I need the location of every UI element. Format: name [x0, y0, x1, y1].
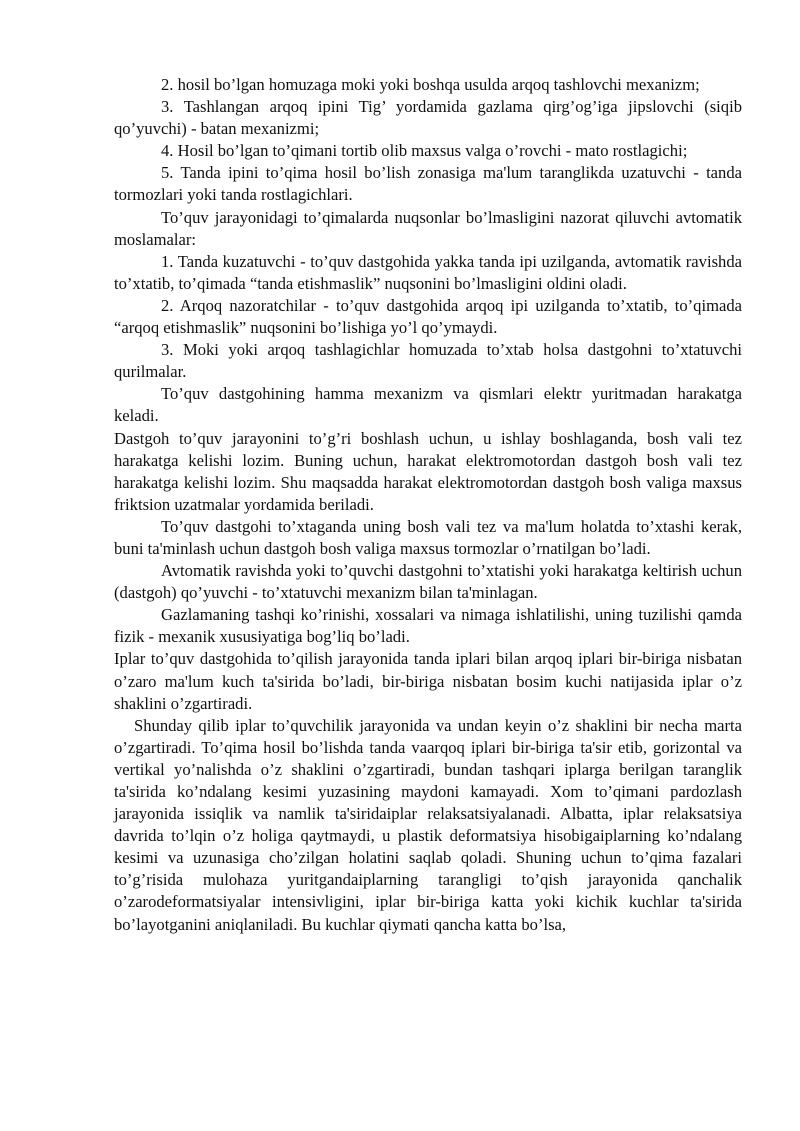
paragraph-shuttle-stop: 3. Moki yoki arqoq tashlagichlar homuzada to’xtab holsa dastgohni to’xtatuvchi qurilmalar.	[114, 340, 742, 382]
document-page	[114, 74, 742, 936]
paragraph-brakes: To’quv dastgohi to’xtaganda uning bosh vali tez va ma'lum holatda to’xtashi kerak, buni ta'minlash uchun dastgoh bosh valiga maxsus tormozlar o’rnatilgan bo’ladi.	[114, 516, 742, 558]
paragraph-start-stop-mechanism: Avtomatik ravishda yoki to’quvchi dastgohni to’xtatishi yoki harakatga keltirish uchun (dastgoh) qo’yuvchi - to’xtatuvchi mexanizm bilan ta'minlagan.	[114, 561, 742, 603]
paragraph-list-item-5: 5. Tanda ipini to’qima hosil bo’lish zonasiga ma'lum taranglikda uzatuvchi - tanda tormozlari yoki tanda rostlagichlari.	[114, 163, 742, 205]
paragraph-list-item-2: 2. hosil bo’lgan homuzaga moki yoki boshqa usulda arqoq tashlovchi mexanizm;	[161, 75, 700, 94]
paragraph-yarn-interaction: Iplar to’quv dastgohida to’qilish jarayonida tanda iplari bilan arqoq iplari bir-biriga nisbatan o’zaro ma'lum kuch ta'sirida bo’ladi, bir-biriga nisbatan bosim kuchi natijasida iplar o’z shaklini o’zgartiradi.	[114, 649, 742, 713]
paragraph-list-item-3: 3. Tashlangan arqoq ipini Tig’ yordamida gazlama qirg’og’iga jipslovchi (siqib qo’yuvchi) - batan mexanizmi;	[114, 97, 742, 139]
paragraph-main-shaft-start: Dastgoh to’quv jarayonini to’g’ri boshlash uchun, u ishlay boshlaganda, bosh vali tez harakatga kelishi lozim. Buning uchun, harakat elektromotordan dastgoh bosh vali tez harakatga kelishi lozim. Shu maqsadda harakat elektromotordan dastgoh bosh valiga maxsus friktsion uzatmalar yordamida beriladi.	[114, 428, 742, 514]
paragraph-electric-drive: To’quv dastgohining hamma mexanizm va qismlari elektr yuritmadan harakatga keladi.	[114, 384, 742, 426]
paragraph-warp-monitor: 1. Tanda kuzatuvchi - to’quv dastgohida yakka tanda ipi uzilganda, avtomatik ravishda to’xtatib, to’qimada “tanda etishmaslik” nuqsonini bo’lmasligini oldini oladi.	[114, 251, 742, 293]
paragraph-fabric-appearance: Gazlamaning tashqi ko’rinishi, xossalari va nimaga ishlatilishi, uning tuzilishi qamda fizik - mexanik xususiyatiga bog’liq bo’ladi.	[114, 605, 742, 647]
paragraph-list-item-4: 4. Hosil bo’lgan to’qimani tortib olib maxsus valga o’rovchi - mato rostlagichi;	[161, 141, 688, 161]
paragraph-yarn-deformation: Shunday qilib iplar to’quvchilik jarayonida va undan keyin o’z shaklini bir necha marta o’zgartiradi. To’qima hosil bo’lishda tanda vaarqoq iplari bir-biriga ta'sir etib, gorizontal va vertikal yo’nalishda o’z shaklini o’zgartiradi, bundan tashqari iplarga berilgan taranglik ta'sirida ko’ndalang kesimi yuzasining maydoni kamayadi. Xom to’qimani pardozlash jarayonida issiqlik va namlik ta'siridaiplar relaksatsiyalanadi. Albatta, iplar relaksatsiya davrida to’lqin o’z holiga qaytmaydi, u plastik deformatsiya hisobigaiplarning ko’ndalang kesimi va uzunasiga cho’zilgan holatini saqlab qoladi. Shuning uchun to’qima fazalari to’g’risida mulohaza yuritgandaiplarning tarangligi to’qish jarayonida qanchalik o’zarodeformatsiyalar intensivligini, iplar bir-biriga katta yoki kichik kuchlar ta'sirida bo’layotganini aniqlaniladi. Bu kuchlar qiymati qancha katta bo’lsa,	[114, 715, 742, 934]
paragraph-automatic-devices-intro: To’quv jarayonidagi to’qimalarda nuqsonlar bo’lmasligini nazorat qiluvchi avtomatik moslamalar:	[114, 207, 742, 249]
paragraph-weft-monitor: 2. Arqoq nazoratchilar - to’quv dastgohida arqoq ipi uzilganda to’xtatib, to’qimada “arqoq etishmaslik” nuqsonini bo’lishiga yo’l qo’ymaydi.	[114, 295, 742, 338]
